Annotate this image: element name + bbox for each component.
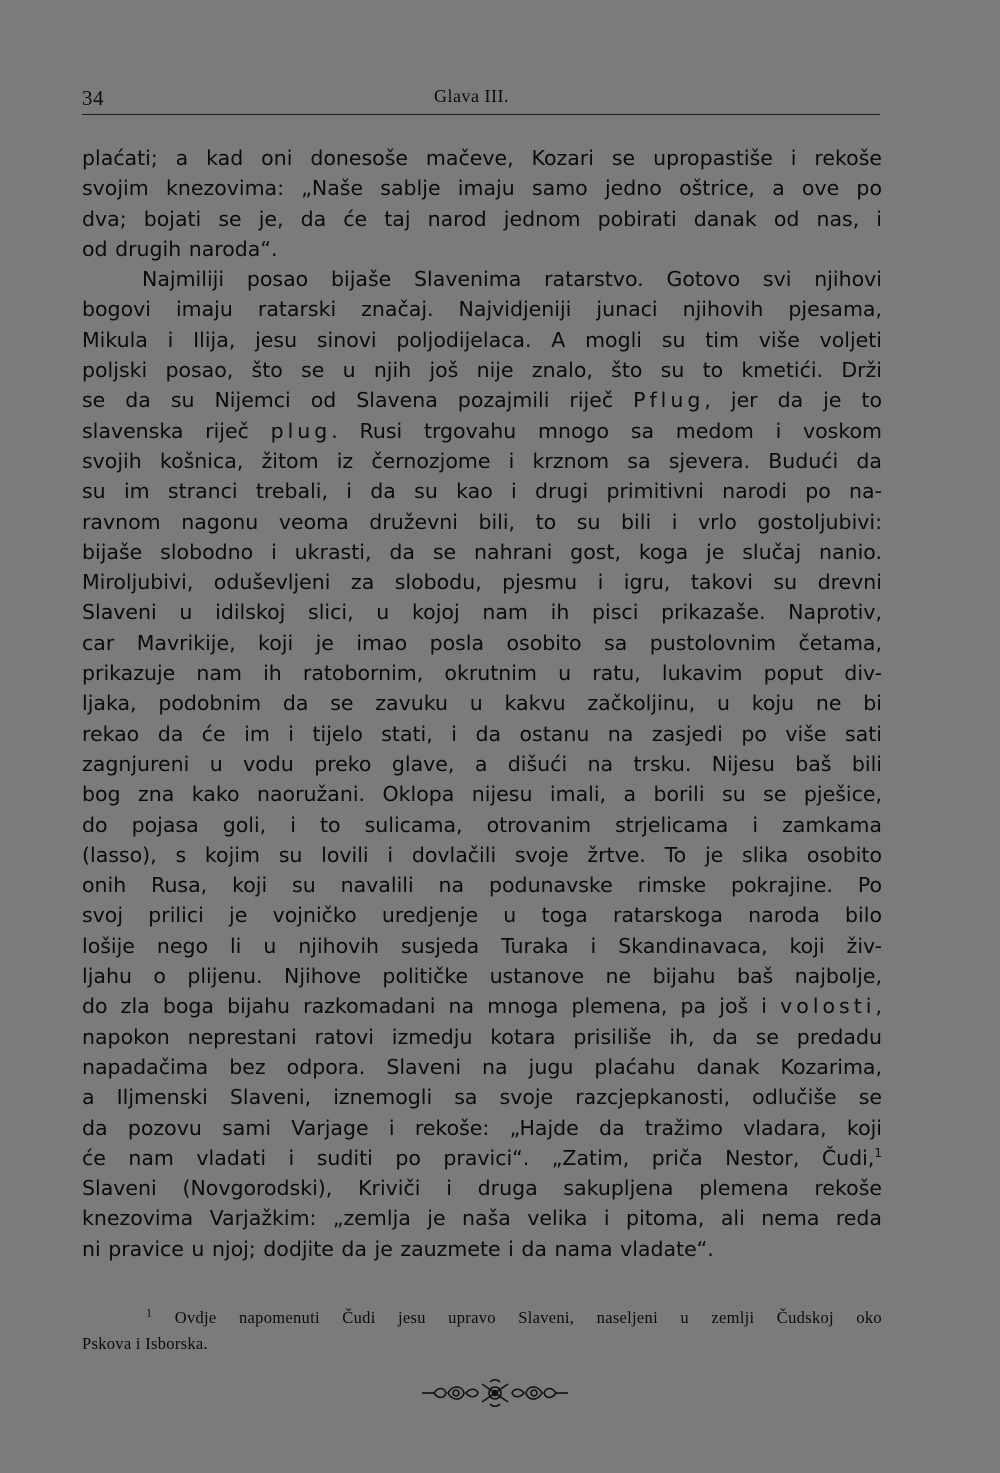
text-line: onih Rusa, koji su navalili na podunavske rimske pokrajine. Po bbox=[82, 873, 882, 898]
spaced-word-pflug: Pflug bbox=[633, 388, 705, 413]
body-text bbox=[82, 143, 882, 1264]
text-line: ljahu o plijenu. Njihove političke ustanove ne bijahu baš najbolje, bbox=[82, 964, 882, 989]
footnote-number: 1 bbox=[146, 1305, 153, 1320]
text-line: car Mavrikije, koji je imao posla osobito sa pustolovnim četama, bbox=[82, 630, 882, 655]
text-line: poljski posao, što se u njih još nije znalo, što su to kmetići. Drži bbox=[82, 358, 882, 383]
text-line: dva; bojati se je, da će taj narod jednom pobirati danak od nas, i bbox=[82, 206, 882, 231]
text-line: ljaka, podobnim da se zavuku u kakvu začkoljinu, u koju ne bi bbox=[82, 691, 882, 716]
text-line: lošije nego li u njihovih susjeda Turaka i Skandinavaca, koji živ- bbox=[82, 933, 882, 958]
text-line: plaćati; a kad oni donesoše mačeve, Kozari se upropastiše i rekoše bbox=[82, 146, 882, 170]
spaced-word-volosti: volosti bbox=[780, 994, 876, 1019]
text-line: da pozovu sami Varjage i rekoše: „Hajde da tražimo vladara, koji bbox=[82, 1115, 882, 1140]
text-line: bog zna kako naoružani. Oklopa nijesu imali, a borili su se pješice, bbox=[82, 782, 882, 807]
ornament-icon bbox=[420, 1378, 570, 1408]
footnote-marker: 1 bbox=[874, 1145, 882, 1160]
footnotes bbox=[82, 1305, 882, 1357]
footnote-line: Pskova i Isborska. bbox=[82, 1334, 208, 1353]
footnote-text: Ovdje napomenuti Čudi jesu upravo Slaveni, naseljeni u zemlji Čudskoj oko bbox=[174, 1308, 882, 1327]
text-line: prikazuje nam ih ratobornim, okrutnim u ratu, lukavim poput div- bbox=[82, 661, 882, 686]
header-rule bbox=[82, 114, 880, 115]
text-line: su im stranci trebali, i da su kao i drugi primitivni narodi po na- bbox=[82, 479, 882, 504]
text-line: do zla boga bijahu razkomadani na mnoga plemena, pa još i volosti, bbox=[82, 994, 882, 1019]
text-line: bijaše slobodno i ukrasti, da se nahrani gost, koga je slučaj nanio. bbox=[82, 539, 882, 564]
text-line: napadačima bez odpora. Slaveni na jugu plaćahu danak Kozarima, bbox=[82, 1054, 882, 1079]
text-line: zagnjureni u vodu preko glave, a dišući na trsku. Nijesu baš bili bbox=[82, 751, 882, 776]
text-line: svojih košnica, žitom iz černozjome i krznom sa sjevera. Budući da bbox=[82, 448, 882, 473]
text-line bbox=[82, 1143, 882, 1173]
footnote-line bbox=[82, 1305, 882, 1331]
text-line: bogovi imaju ratarski značaj. Najvidjeniji junaci njihovih pjesama, bbox=[82, 297, 882, 322]
text-line: od drugih naroda“. bbox=[82, 236, 278, 261]
text-line: svojim knezovima: „Naše sablje imaju samo jedno oštrice, a ove po bbox=[82, 176, 882, 201]
text-line: rekao da će im i tijelo stati, i da ostanu na zasjedi po više sati bbox=[82, 721, 882, 746]
text-line-part: će nam vladati i suditi po pravici“. „Zatim, priča Nestor, Čudi, bbox=[82, 1145, 875, 1170]
text-line: a Iljmenski Slaveni, iznemogli sa svoje razcjepkanosti, odlučiše se bbox=[82, 1085, 882, 1110]
text-line: do pojasa goli, i to sulicama, otrovanim strjelicama i zamkama bbox=[82, 812, 882, 837]
text-line: napokon neprestani ratovi izmedju kotara prisiliše ih, da se predadu bbox=[82, 1024, 882, 1049]
page-number: 34 bbox=[82, 86, 104, 110]
text-line: svoj prilici je vojničko uredjenje u toga ratarskoga naroda bilo bbox=[82, 903, 882, 928]
running-head: Glava III. bbox=[434, 86, 509, 106]
text-line: Slaveni u idilskoj slici, u kojoj nam ih pisci prikazaše. Naprotiv, bbox=[82, 600, 882, 625]
text-line: ravnom nagonu veoma druževni bili, to su bili i vrlo gostoljubivi: bbox=[82, 509, 882, 534]
text-line: knezovima Varjažkim: „zemlja je naša velika i pitoma, ali nema reda bbox=[82, 1206, 882, 1231]
text-line: Najmiliji posao bijaše Slavenima ratarstvo. Gotovo svi njihovi bbox=[142, 267, 882, 292]
text-line: se da su Nijemci od Slavena pozajmili riječ Pflug, jer da je to bbox=[82, 388, 882, 413]
page-header bbox=[82, 86, 880, 116]
text-line: Miroljubivi, oduševljeni za slobodu, pjesmu i igru, takovi su drevni bbox=[82, 570, 882, 595]
text-line: (lasso), s kojim su lovili i dovlačili svoje žrtve. To je slika osobito bbox=[82, 842, 882, 867]
spaced-word-plug: plug bbox=[270, 418, 332, 443]
text-line: slavenska riječ plug. Rusi trgovahu mnogo sa medom i voskom bbox=[82, 418, 882, 443]
text-line: Slaveni (Novgorodski), Kriviči i druga sakupljena plemena rekoše bbox=[82, 1176, 882, 1201]
text-line: ni pravice u njoj; dodjite da je zauzmete i da nama vladate“. bbox=[82, 1236, 714, 1261]
text-line: Mikula i Ilija, jesu sinovi poljodijelaca. A mogli su tim više voljeti bbox=[82, 327, 882, 352]
